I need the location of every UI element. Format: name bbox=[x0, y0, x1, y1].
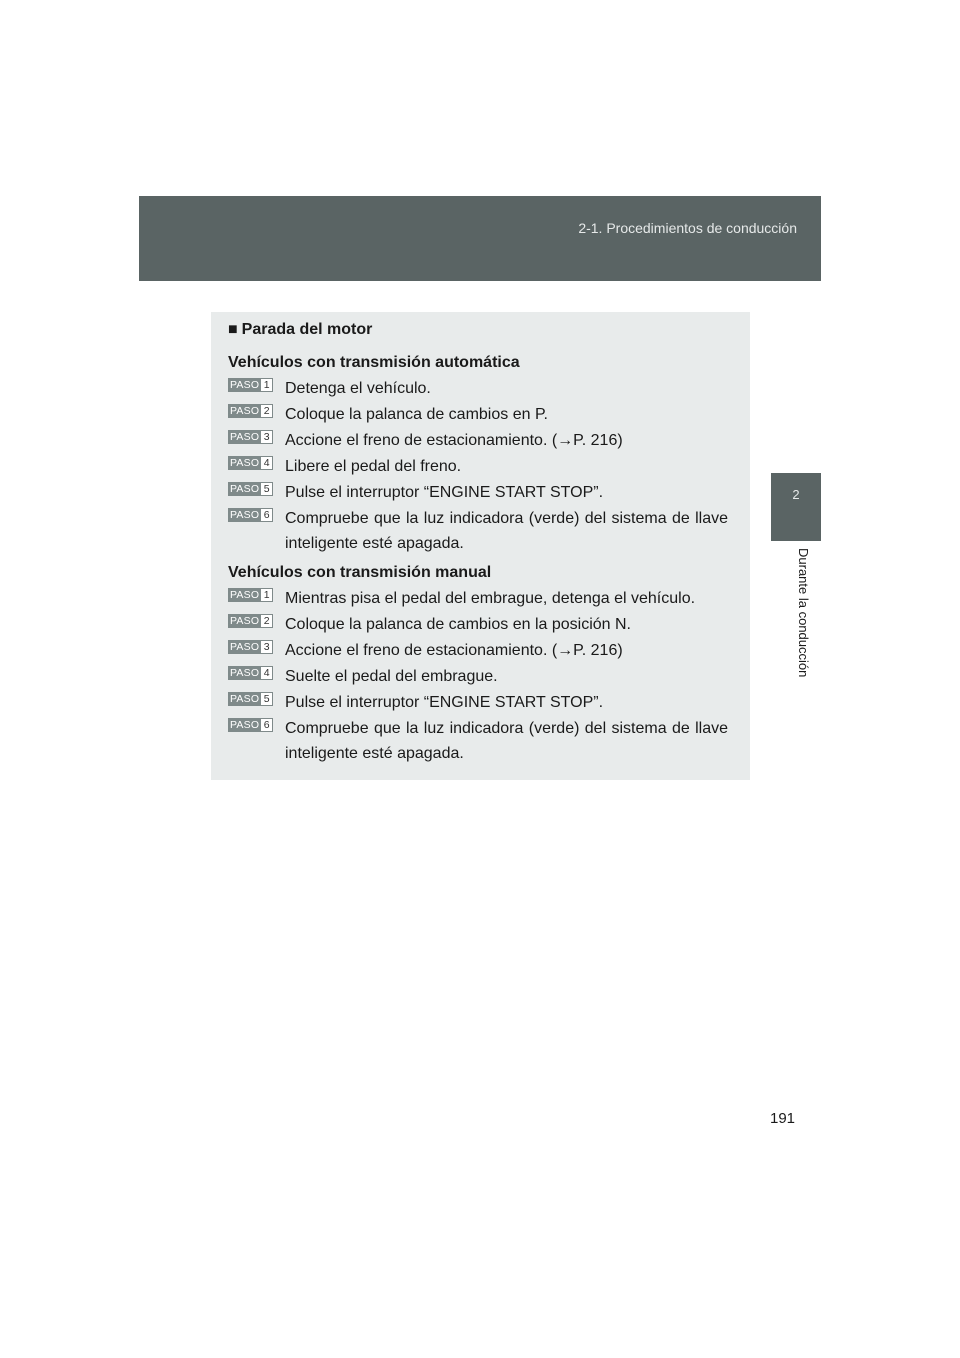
step-text: Suelte el pedal del embrague. bbox=[285, 668, 498, 685]
chapter-side-label: Durante la conducción bbox=[796, 548, 811, 678]
step-text: Mientras pisa el pedal del embrague, detenga el vehículo. bbox=[285, 590, 696, 607]
step-text: Accione el freno de estacionamiento. (→P. 216) bbox=[285, 642, 623, 659]
step-item bbox=[228, 586, 728, 611]
square-bullet-icon: ■ bbox=[228, 321, 238, 338]
step-item bbox=[228, 638, 728, 663]
step-badge: PASO 2 bbox=[228, 614, 273, 628]
step-item bbox=[228, 376, 728, 401]
group-title-automatic: Vehículos con transmisión automática bbox=[228, 354, 520, 371]
step-item bbox=[228, 716, 728, 766]
step-badge: PASO 3 bbox=[228, 640, 273, 654]
page-number: 191 bbox=[770, 1110, 796, 1127]
group-title-manual: Vehículos con transmisión manual bbox=[228, 564, 492, 581]
step-badge: PASO 5 bbox=[228, 482, 273, 496]
step-text: Pulse el interruptor “ENGINE START STOP”. bbox=[285, 484, 604, 501]
step-text: Coloque la palanca de cambios en P. bbox=[285, 406, 548, 423]
step-text: Compruebe que la luz indicadora (verde) del sistema de llave inteligente esté apagada. bbox=[285, 510, 728, 552]
step-badge: PASO 1 bbox=[228, 588, 273, 602]
step-badge: PASO 2 bbox=[228, 404, 273, 418]
step-badge: PASO 5 bbox=[228, 692, 273, 706]
step-item bbox=[228, 612, 728, 637]
step-text: Detenga el vehículo. bbox=[285, 380, 431, 397]
step-item bbox=[228, 664, 728, 689]
step-item bbox=[228, 428, 728, 453]
step-item bbox=[228, 506, 728, 556]
step-badge: PASO 6 bbox=[228, 718, 273, 732]
chapter-title: 2-1. Procedimientos de conducción bbox=[578, 220, 797, 236]
info-panel bbox=[211, 312, 750, 780]
section-heading bbox=[228, 321, 372, 339]
step-badge: PASO 1 bbox=[228, 378, 273, 392]
step-text: Accione el freno de estacionamiento. (→P. 216) bbox=[285, 432, 623, 449]
section-title: Parada del motor bbox=[241, 321, 373, 338]
step-text: Pulse el interruptor “ENGINE START STOP”. bbox=[285, 694, 604, 711]
step-item bbox=[228, 454, 728, 479]
step-text: Coloque la palanca de cambios en la posición N. bbox=[285, 616, 631, 633]
step-badge: PASO 4 bbox=[228, 666, 273, 680]
step-badge: PASO 3 bbox=[228, 430, 273, 444]
step-item bbox=[228, 690, 728, 715]
step-item bbox=[228, 480, 728, 505]
chapter-number: 2 bbox=[792, 487, 800, 502]
chapter-tab bbox=[771, 473, 821, 541]
step-text: Libere el pedal del freno. bbox=[285, 458, 462, 475]
step-badge: PASO 6 bbox=[228, 508, 273, 522]
step-badge: PASO 4 bbox=[228, 456, 273, 470]
step-text: Compruebe que la luz indicadora (verde) del sistema de llave inteligente esté apagada. bbox=[285, 720, 728, 762]
chapter-header-band bbox=[139, 196, 821, 281]
step-item bbox=[228, 402, 728, 427]
